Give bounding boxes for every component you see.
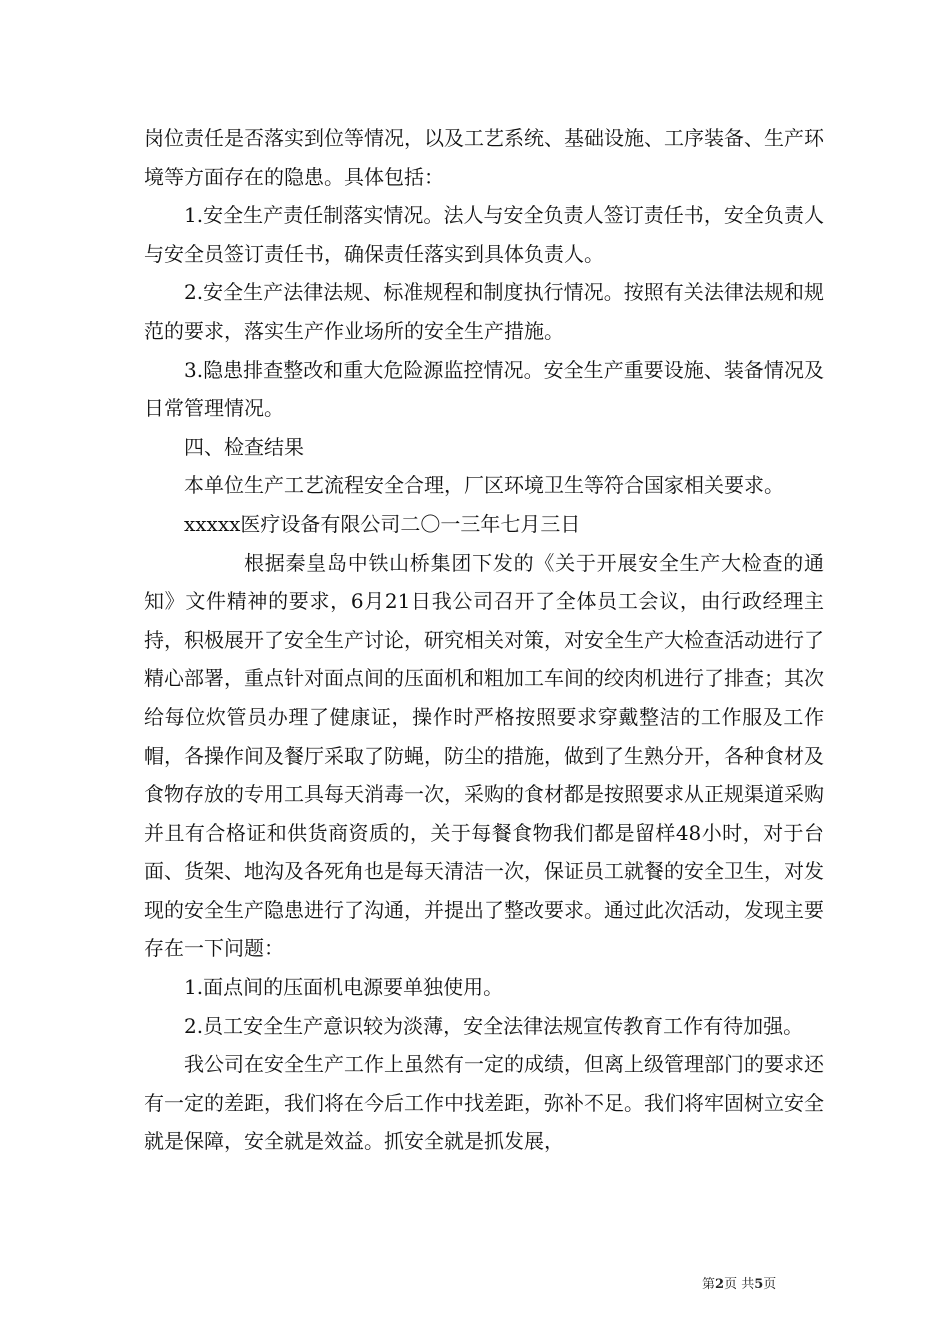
paragraph-item-2: 2.安全生产法律法规、标准规程和制度执行情况。按照有关法律法规和规范的要求，落实生产作业场所的安全生产措施。 [144,280,824,343]
document-body [144,119,824,1161]
paragraph-issue-2: 2.员工安全生产意识较为淡薄，安全法律法规宣传教育工作有待加强。 [184,1013,804,1038]
paragraph-inspection-scope: 岗位责任是否落实到位等情况，以及工艺系统、基础设施、工序装备、生产环境等方面存在的隐患。具体包括： [144,126,824,189]
signature-line: xxxxx医疗设备有限公司二〇一三年七月三日 [184,511,581,536]
paragraph-item-3: 3.隐患排查整改和重大危险源监控情况。安全生产重要设施、装备情况及日常管理情况。 [144,357,824,421]
paragraph-report-body: 根据秦皇岛中铁山桥集团下发的《关于开展安全生产大检查的通知》文件精神的要求，6月21日我公司召开了全体员工会议，由行政经理主持，积极展开了安全生产讨论，研究相关对策，对安全生产大检查活动进行了精心部署，重点针对面点间的压面机和粗加工车间的绞肉机进行了排查；其次给每位炊管员办理了健康证，操作时严格按照要求穿戴整洁的工作服及工作帽，各操作间及餐厅采取了防蝇，防尘的措施，做到了生熟分开，各种食材及食物存放的专用工具每天消毒一次，采购的食材都是按照要求从正规渠道采购并且有合格证和供货商资质的，关于每餐食物我们都是留样48小时，对于台面、货架、地沟及各死角也是每天清洁一次，保证员工就餐的安全卫生，对发现的安全生产隐患进行了沟通，并提出了整改要求。通过此次活动，发现主要存在一下问题： [144,550,824,961]
page-number-footer [702,1276,776,1294]
footer-prefix: 第 [702,1277,716,1292]
footer-total-pages: 5 [754,1277,764,1292]
section-heading-results: 四、检查结果 [184,434,304,459]
paragraph-issue-1: 1.面点间的压面机电源要单独使用。 [184,975,504,1000]
paragraph-item-1: 1.安全生产责任制落实情况。法人与安全负责人签订责任书，安全负责人与安全员签订责任书，确保责任落实到具体负责人。 [144,203,824,266]
paragraph-results: 本单位生产工艺流程安全合理，厂区环境卫生等符合国家相关要求。 [184,473,784,498]
footer-suffix: 页 [763,1277,777,1292]
paragraph-conclusion: 我公司在安全生产工作上虽然有一定的成绩，但离上级管理部门的要求还有一定的差距，我们将在今后工作中找差距，弥补不足。我们将牢固树立安全就是保障，安全就是效益。抓安全就是抓发展， [144,1052,824,1154]
footer-middle: 页 共 [724,1277,755,1292]
footer-current-page: 2 [715,1277,725,1292]
